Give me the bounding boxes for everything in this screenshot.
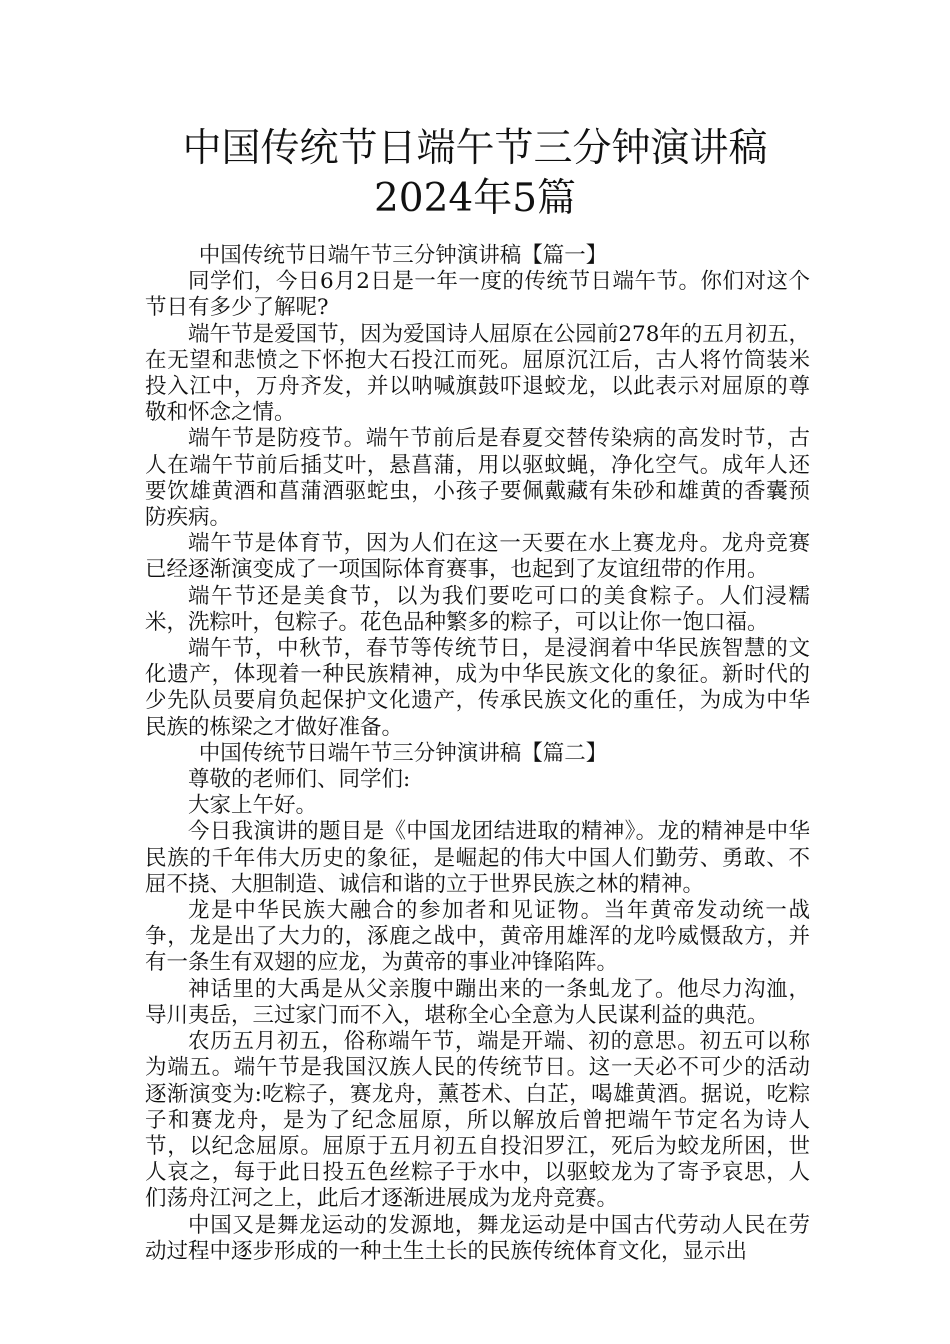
paragraph: 中国又是舞龙运动的发源地，舞龙运动是中国古代劳动人民在劳动过程中逐步形成的一种土生土长的民族传统体育文化，显示出 [145, 1212, 810, 1264]
section-heading-1: 中国传统节日端午节三分钟演讲稿【篇一】 [198, 243, 608, 268]
section-heading-2: 中国传统节日端午节三分钟演讲稿【篇二】 [198, 740, 608, 766]
paragraph: 端午节还是美食节，以为我们要吃可口的美食粽子。人们浸糯米，洗粽叶，包粽子。花色品种繁多的粽子，可以让你一饱口福。 [145, 583, 810, 635]
paragraph: 龙是中华民族大融合的参加者和见证物。当年黄帝发动统一战争，龙是出了大力的，涿鹿之战中，黄帝用雄浑的龙吟威慑敌方，并有一条生有双翅的应龙，为黄帝的事业冲锋陷阵。 [145, 898, 810, 976]
paragraph: 尊敬的老师们、同学们: [188, 767, 411, 793]
document-body [145, 243, 810, 1265]
document-title: 中国传统节日端午节三分钟演讲稿2024年5篇 [182, 126, 768, 221]
paragraph: 神话里的大禹是从父亲腹中蹦出来的一条虬龙了。他尽力沟洫，导川夷岳，三过家门而不入，堪称全心全意为人民谋利益的典范。 [145, 976, 810, 1028]
paragraph: 同学们，今日6月2日是一年一度的传统节日端午节。你们对这个节日有多少了解呢? [145, 269, 810, 321]
paragraph: 端午节，中秋节，春节等传统节日，是浸润着中华民族智慧的文化遗产，体现着一种民族精神，成为中华民族文化的象征。新时代的少先队员要肩负起保护文化遗产，传承民族文化的重任，为成为中华民族的栋梁之才做好准备。 [145, 636, 810, 740]
paragraph: 端午节是体育节，因为人们在这一天要在水上赛龙舟。龙舟竞赛已经逐渐演变成了一项国际体育赛事，也起到了友谊纽带的作用。 [145, 531, 810, 583]
paragraph: 农历五月初五，俗称端午节，端是开端、初的意思。初五可以称为端五。端午节是我国汉族人民的传统节日。这一天必不可少的活动逐渐演变为:吃粽子，赛龙舟，薰苍术、白芷，喝雄黄酒。据说，吃粽子和赛龙舟，是为了纪念屈原，所以解放后曾把端午节定名为诗人节，以纪念屈原。屈原于五月初五自投汨罗江，死后为蛟龙所困，世人哀之，每于此日投五色丝粽子于水中，以驱蛟龙为了寄予哀思，人们荡舟江河之上，此后才逐渐进展成为龙舟竞赛。 [145, 1029, 810, 1212]
paragraph: 端午节是防疫节。端午节前后是春夏交替传染病的高发时节，古人在端午节前后插艾叶，悬菖蒲，用以驱蚊蝇，净化空气。成年人还要饮雄黄酒和菖蒲酒驱蛇虫，小孩子要佩戴藏有朱砂和雄黄的香囊预防疾病。 [145, 426, 810, 531]
paragraph: 大家上午好。 [188, 793, 318, 819]
paragraph: 端午节是爱国节，因为爱国诗人屈原在公园前278年的五月初五，在无望和悲愤之下怀抱大石投江而死。屈原沉江后，古人将竹筒装米投入江中，万舟齐发，并以呐喊旗鼓吓退蛟龙，以此表示对屈原的尊敬和怀念之情。 [145, 321, 810, 426]
paragraph: 今日我演讲的题目是《中国龙团结进取的精神》。龙的精神是中华民族的千年伟大历史的象征，是崛起的伟大中国人们勤劳、勇敢、不屈不挠、大胆制造、诚信和谐的立于世界民族之林的精神。 [145, 819, 810, 897]
